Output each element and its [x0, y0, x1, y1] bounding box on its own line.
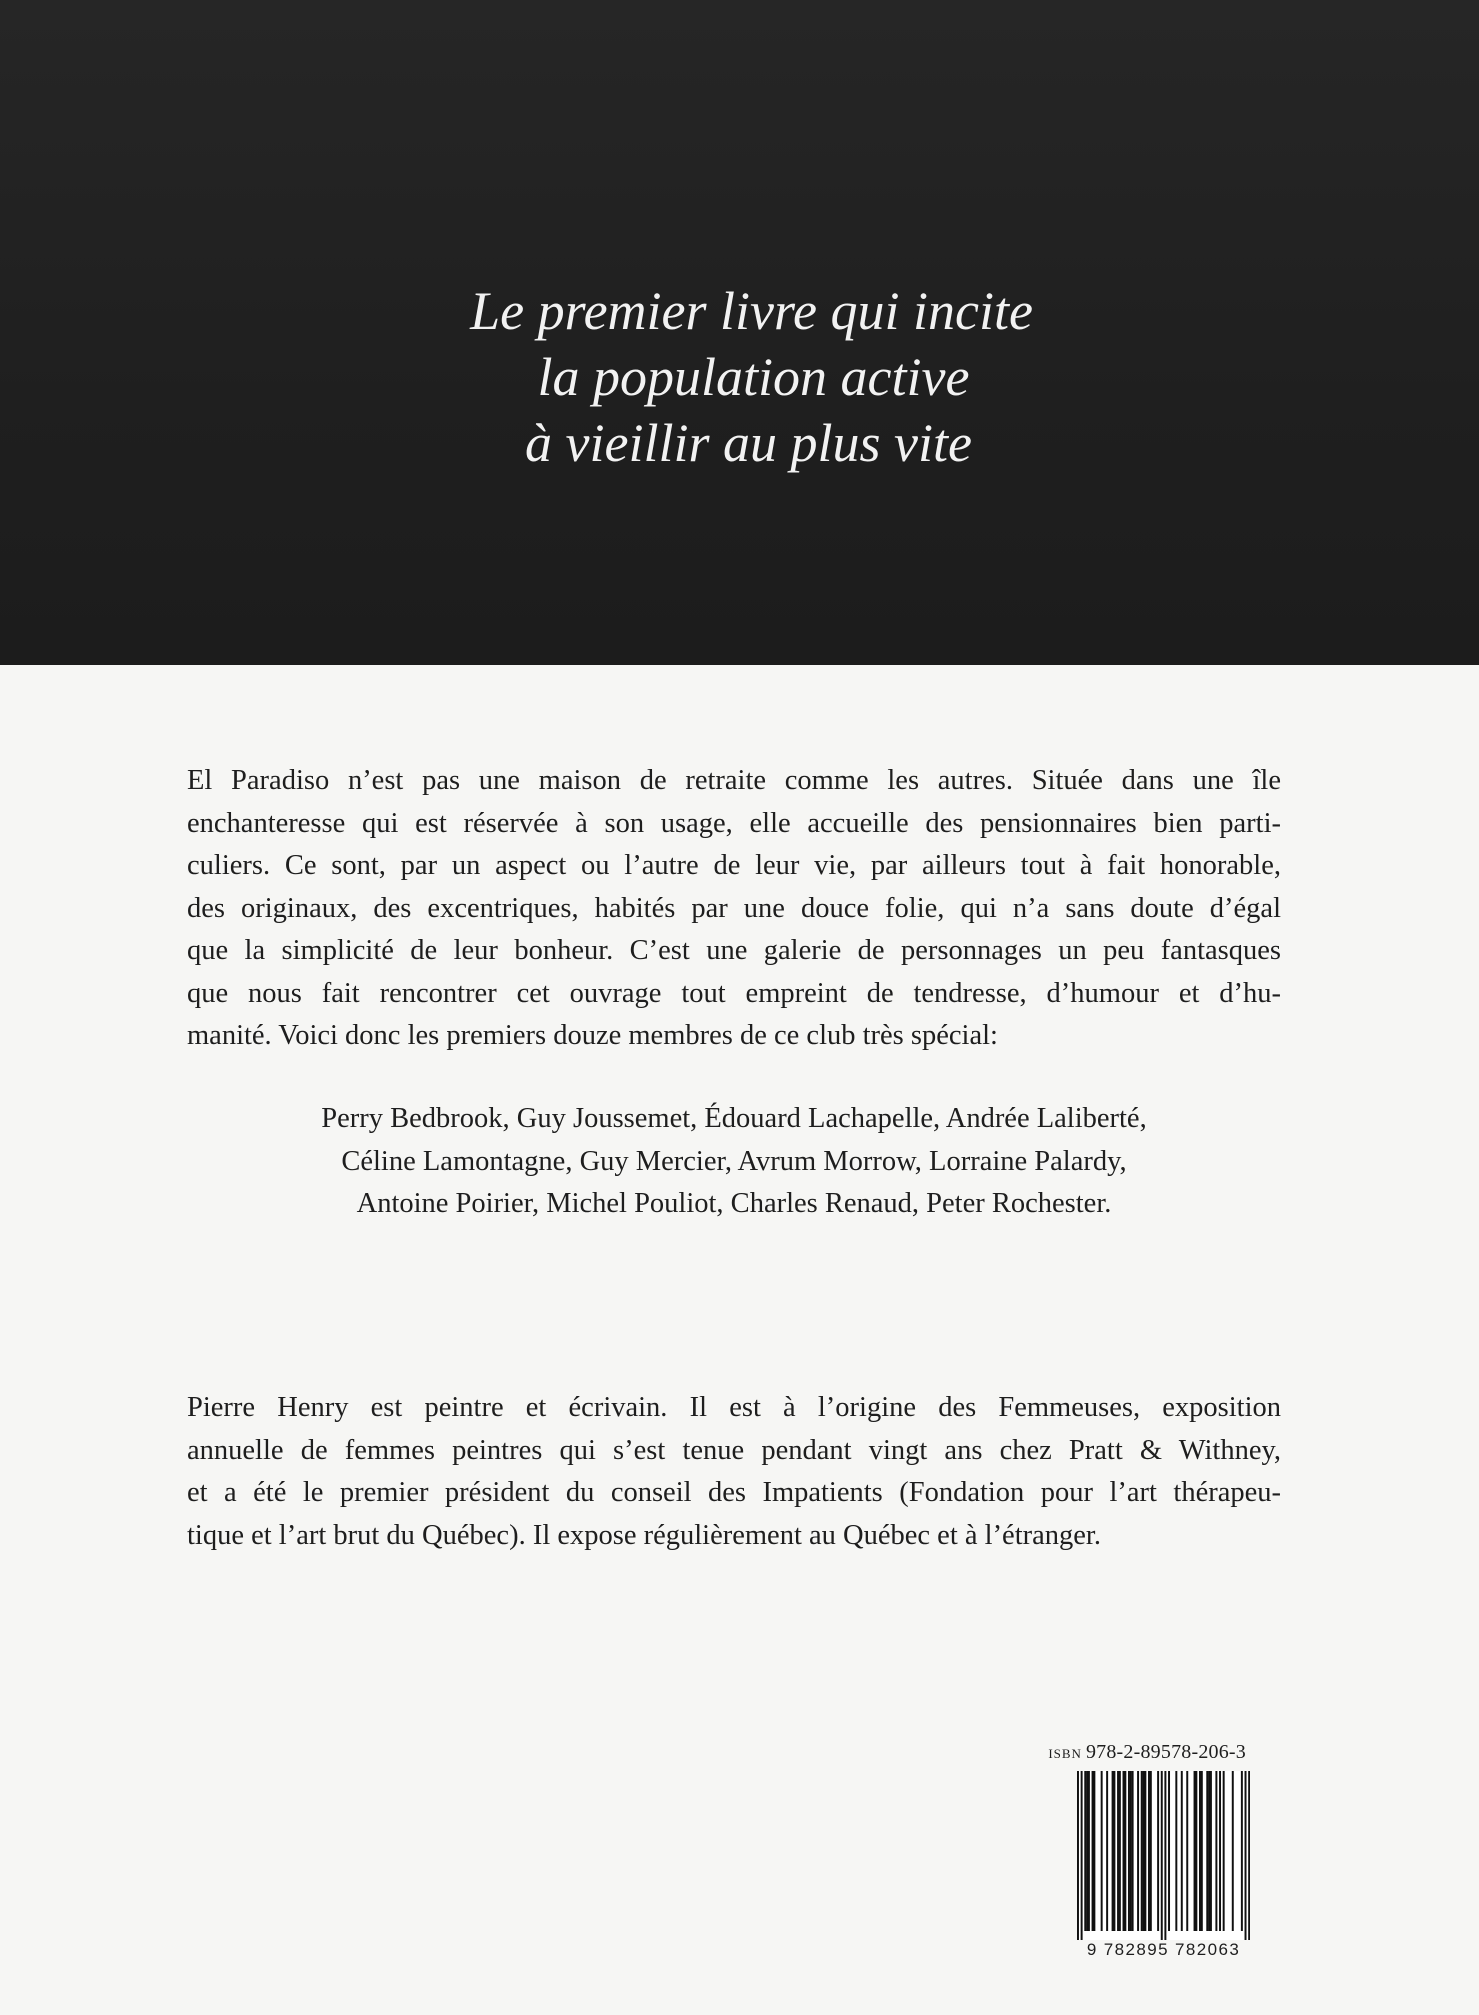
barcode-bar	[1194, 1771, 1196, 1931]
barcode-bar	[1199, 1771, 1201, 1931]
barcode-bar	[1223, 1771, 1225, 1931]
barcode-bar	[1186, 1771, 1188, 1931]
barcode-bar	[1093, 1771, 1095, 1931]
barcode-bar	[1124, 1771, 1126, 1931]
bio-line: Pierre Henry est peintre et écrivain. Il est à l’origine des Femmeuses, exposition	[187, 1392, 1281, 1423]
barcode-bar	[1077, 1771, 1079, 1940]
barcode-bar	[1161, 1771, 1163, 1940]
cover-tagline	[0, 278, 1479, 476]
description-line: culiers. Ce sont, par un aspect ou l’autre de leur vie, par ailleurs tout à fait honorable,	[187, 850, 1281, 881]
barcode-bar	[1143, 1771, 1145, 1931]
barcode-bar	[1157, 1771, 1159, 1931]
description-line: manité. Voici donc les premiers douze membres de ce club très spécial:	[187, 1020, 998, 1051]
barcode-bar	[1241, 1771, 1243, 1931]
author-bio	[187, 1387, 1281, 1557]
barcode-bar	[1092, 1771, 1094, 1931]
barcode-bar	[1123, 1771, 1125, 1931]
barcode-bar	[1137, 1771, 1139, 1931]
description-line: El Paradiso n’est pas une maison de retraite comme les autres. Située dans une île	[187, 765, 1281, 796]
member-line: Antoine Poirier, Michel Pouliot, Charles Renaud, Peter Rochester.	[356, 1188, 1112, 1219]
barcode-bar	[1150, 1771, 1152, 1931]
barcode-bar	[1119, 1771, 1121, 1931]
barcode-bar	[1088, 1771, 1090, 1931]
barcode-digits: 9 782895 782063	[1086, 1940, 1241, 1959]
barcode-bar	[1208, 1771, 1210, 1931]
barcode-bar	[1106, 1771, 1108, 1931]
barcode-bar	[1219, 1771, 1221, 1931]
description-line: que la simplicité de leur bonheur. C’est une galerie de personnages un peu fantasques	[187, 935, 1281, 966]
barcode-bar	[1210, 1771, 1212, 1931]
barcode-bar	[1175, 1771, 1177, 1931]
barcode-bar	[1081, 1771, 1083, 1940]
book-description	[187, 760, 1281, 1058]
member-line: Perry Bedbrook, Guy Joussemet, Édouard Lachapelle, Andrée Laliberté,	[321, 1103, 1147, 1134]
barcode-bar	[1195, 1771, 1197, 1931]
barcode-bar	[1128, 1771, 1130, 1931]
barcode-bar	[1117, 1771, 1119, 1931]
barcode-bar	[1245, 1771, 1247, 1940]
description-line: que nous fait rencontrer cet ouvrage tout empreint de tendresse, d’humour et d’hu-	[187, 977, 1281, 1009]
bio-line: tique et l’art brut du Québec). Il expose régulièrement au Québec et à l’étranger.	[187, 1519, 1101, 1551]
barcode-bar	[1164, 1771, 1166, 1940]
barcode-bar	[1232, 1771, 1234, 1931]
barcode-bar	[1141, 1771, 1143, 1931]
member-line: Céline Lamontagne, Guy Mercier, Avrum Morrow, Lorraine Palardy,	[341, 1145, 1127, 1177]
description-line: des originaux, des excentriques, habités par une douce folie, qui n’a sans doute d’égal	[187, 892, 1281, 924]
bio-line: et a été le premier président du conseil des Impatients (Fondation pour l’art thérapeu-	[187, 1477, 1281, 1508]
barcode	[1077, 1771, 1250, 1940]
barcode-bar	[1132, 1771, 1134, 1931]
isbn-label	[1034, 1740, 1246, 1766]
barcode-bar	[1144, 1771, 1146, 1931]
isbn-number: 978-2-89578-206-3	[1085, 1741, 1246, 1763]
barcode-bar	[1101, 1771, 1103, 1931]
barcode-bar	[1148, 1771, 1150, 1931]
barcode-bar	[1130, 1771, 1132, 1931]
barcode-bar	[1084, 1771, 1086, 1931]
tagline-line: la population active	[537, 347, 970, 407]
barcode-bar	[1181, 1771, 1183, 1931]
barcode-bar	[1112, 1771, 1114, 1931]
tagline-line: Le premier livre qui incite	[470, 281, 1033, 341]
tagline-line: à vieillir au plus vite	[525, 413, 972, 473]
isbn-prefix: ISBN	[1048, 1746, 1082, 1761]
barcode-bar	[1113, 1771, 1115, 1931]
member-list	[187, 1098, 1281, 1226]
barcode-bar	[1086, 1771, 1088, 1931]
barcode-graphic	[1077, 1771, 1250, 1940]
barcode-bar	[1201, 1771, 1203, 1931]
barcode-bar	[1168, 1771, 1170, 1931]
barcode-bar	[1248, 1771, 1250, 1940]
bio-line: annuelle de femmes peintres qui s’est tenue pendant vingt ans chez Pratt & Withney,	[187, 1434, 1281, 1466]
barcode-bar	[1215, 1771, 1217, 1931]
barcode-bar	[1206, 1771, 1208, 1931]
description-line: enchanteresse qui est réservée à son usage, elle accueille des pensionnaires bien parti-	[187, 807, 1281, 839]
